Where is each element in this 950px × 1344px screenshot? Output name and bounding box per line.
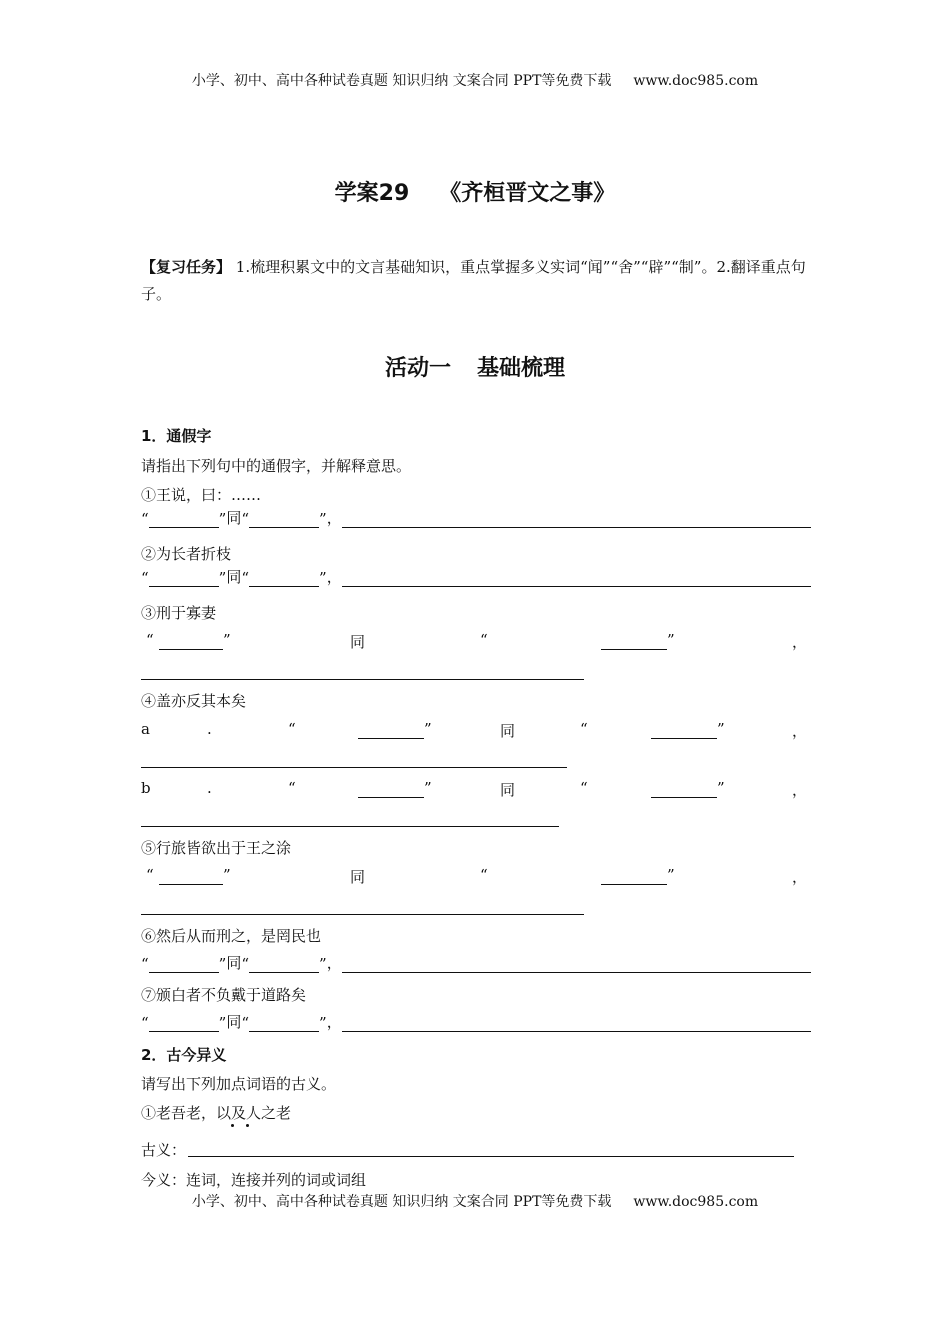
close-quote: ” xyxy=(717,720,725,738)
same-as: 同 xyxy=(350,868,366,886)
same-as: 同 xyxy=(350,633,366,651)
item-7-meaning-blank[interactable] xyxy=(342,1015,811,1032)
item-7-answer-row xyxy=(141,1012,811,1032)
same-as: 同 xyxy=(226,509,242,527)
close-quote: ” xyxy=(717,779,725,797)
open-quote: “ xyxy=(141,510,149,528)
section2-title: 2．古今异义 xyxy=(141,1046,227,1064)
item-7-char-blank[interactable] xyxy=(149,1015,219,1032)
activity-name: 活动一 xyxy=(384,356,451,381)
open-quote: “ xyxy=(241,955,250,973)
page-footer xyxy=(0,1191,950,1211)
comma: ， xyxy=(792,633,808,651)
item-5-char-blank[interactable] xyxy=(159,884,223,885)
item-7-sentence: ⑦颁白者不负戴于道路矣 xyxy=(141,986,307,1004)
emphasis-dot xyxy=(231,1124,234,1127)
item-1-char-blank[interactable] xyxy=(149,511,219,528)
open-quote: “ xyxy=(288,720,296,738)
comma: ， xyxy=(326,1013,342,1031)
close-quote: ” xyxy=(218,955,227,973)
page-header xyxy=(0,70,950,90)
item-5-sentence: ⑤行旅皆欲出于王之涂 xyxy=(141,839,292,857)
item-5-orig-blank[interactable] xyxy=(601,884,667,885)
sub-label-a: a xyxy=(141,720,150,738)
close-quote: ” xyxy=(424,720,432,738)
close-quote: ” xyxy=(319,569,327,587)
footer-text: 小学、初中、高中各种试卷真题 知识归纳 文案合同 PPT等免费下载 xyxy=(191,1194,612,1210)
section1-title: 1．通假字 xyxy=(141,427,212,445)
review-task-text: 1.梳理积累文中的文言基础知识，重点掌握多义实词“闻”“舍”“辟”“制”。2.翻译重点句子。 xyxy=(141,258,806,303)
item-3-sentence: ③刑于寡妻 xyxy=(141,604,217,622)
header-text: 小学、初中、高中各种试卷真题 知识归纳 文案合同 PPT等免费下载 xyxy=(191,73,612,89)
close-quote: ” xyxy=(319,510,327,528)
item-4b-meaning-blank[interactable] xyxy=(141,826,559,827)
item-4b-char-blank[interactable] xyxy=(358,797,424,798)
item-1-orig-blank[interactable] xyxy=(249,511,319,528)
review-task-tag: 【复习任务】 xyxy=(141,258,232,276)
item-2-orig-blank[interactable] xyxy=(249,570,319,587)
comma: ， xyxy=(326,568,342,586)
activity-heading xyxy=(0,351,950,382)
activity-topic: 基础梳理 xyxy=(477,356,566,381)
sub-label-b: b xyxy=(141,779,151,797)
sub-dot: . xyxy=(207,779,212,797)
item-2-char-blank[interactable] xyxy=(149,570,219,587)
item-2-sentence: ②为长者折枝 xyxy=(141,545,232,563)
item-4a-char-blank[interactable] xyxy=(358,738,424,739)
open-quote: “ xyxy=(141,569,149,587)
item-2-answer-row xyxy=(141,567,811,587)
emphasis-dot xyxy=(246,1124,249,1127)
close-quote: ” xyxy=(223,866,231,884)
section2-instruction: 请写出下列加点词语的古义。 xyxy=(141,1075,337,1093)
item-1-sentence: ①王说，曰：…… xyxy=(141,486,262,504)
item-5-meaning-blank[interactable] xyxy=(141,914,584,915)
item-3-meaning-blank[interactable] xyxy=(141,679,584,680)
close-quote: ” xyxy=(319,955,327,973)
item-1-meaning-blank[interactable] xyxy=(342,511,811,528)
item-1-answer-row xyxy=(141,508,811,528)
item-2-meaning-blank[interactable] xyxy=(342,570,811,587)
item-4a-orig-blank[interactable] xyxy=(651,738,717,739)
ancient-meaning-label: 古义： xyxy=(141,1141,187,1159)
open-quote: “ xyxy=(141,955,149,973)
close-quote: ” xyxy=(319,1014,327,1032)
close-quote: ” xyxy=(424,779,432,797)
title-label: 学案29 xyxy=(334,181,410,206)
header-site-link[interactable]: www.doc985.com xyxy=(633,73,759,89)
same-as: 同 xyxy=(226,1013,242,1031)
open-quote: “ xyxy=(480,866,488,884)
section2-item-1: ①老吾老，以及人之老 xyxy=(141,1104,292,1122)
item-6-meaning-blank[interactable] xyxy=(342,956,811,973)
same-as: 同 xyxy=(226,568,242,586)
open-quote: “ xyxy=(146,631,154,649)
close-quote: ” xyxy=(218,510,227,528)
comma: ， xyxy=(792,781,808,799)
section1-instruction: 请指出下列句中的通假字，并解释意思。 xyxy=(141,457,412,475)
open-quote: “ xyxy=(241,1014,250,1032)
footer-site-link[interactable]: www.doc985.com xyxy=(633,1194,759,1210)
close-quote: ” xyxy=(218,569,227,587)
open-quote: “ xyxy=(480,631,488,649)
item-4-sentence: ④盖亦反其本矣 xyxy=(141,692,247,710)
item-3-orig-blank[interactable] xyxy=(601,649,667,650)
item-4b-orig-blank[interactable] xyxy=(651,797,717,798)
item-3-char-blank[interactable] xyxy=(159,649,223,650)
same-as: 同 xyxy=(500,722,516,740)
modern-meaning: 今义：连词，连接并列的词或词组 xyxy=(141,1171,367,1189)
item-6-sentence: ⑥然后从而刑之，是罔民也 xyxy=(141,927,322,945)
comma: ， xyxy=(792,722,808,740)
open-quote: “ xyxy=(580,720,588,738)
item-6-orig-blank[interactable] xyxy=(249,956,319,973)
comma: ， xyxy=(326,509,342,527)
page-title xyxy=(0,176,950,207)
item-6-answer-row xyxy=(141,953,811,973)
close-quote: ” xyxy=(223,631,231,649)
open-quote: “ xyxy=(580,779,588,797)
title-work: 《齐桓晋文之事》 xyxy=(439,181,616,206)
review-task xyxy=(141,254,811,308)
close-quote: ” xyxy=(667,631,675,649)
same-as: 同 xyxy=(226,954,242,972)
sub-dot: . xyxy=(207,720,212,738)
item-7-orig-blank[interactable] xyxy=(249,1015,319,1032)
close-quote: ” xyxy=(218,1014,227,1032)
open-quote: “ xyxy=(241,569,250,587)
comma: ， xyxy=(792,868,808,886)
same-as: 同 xyxy=(500,781,516,799)
item-4a-meaning-blank[interactable] xyxy=(141,767,567,768)
open-quote: “ xyxy=(146,866,154,884)
ancient-meaning-blank[interactable] xyxy=(188,1156,794,1157)
comma: ， xyxy=(326,954,342,972)
close-quote: ” xyxy=(667,866,675,884)
open-quote: “ xyxy=(288,779,296,797)
open-quote: “ xyxy=(141,1014,149,1032)
open-quote: “ xyxy=(241,510,250,528)
item-6-char-blank[interactable] xyxy=(149,956,219,973)
